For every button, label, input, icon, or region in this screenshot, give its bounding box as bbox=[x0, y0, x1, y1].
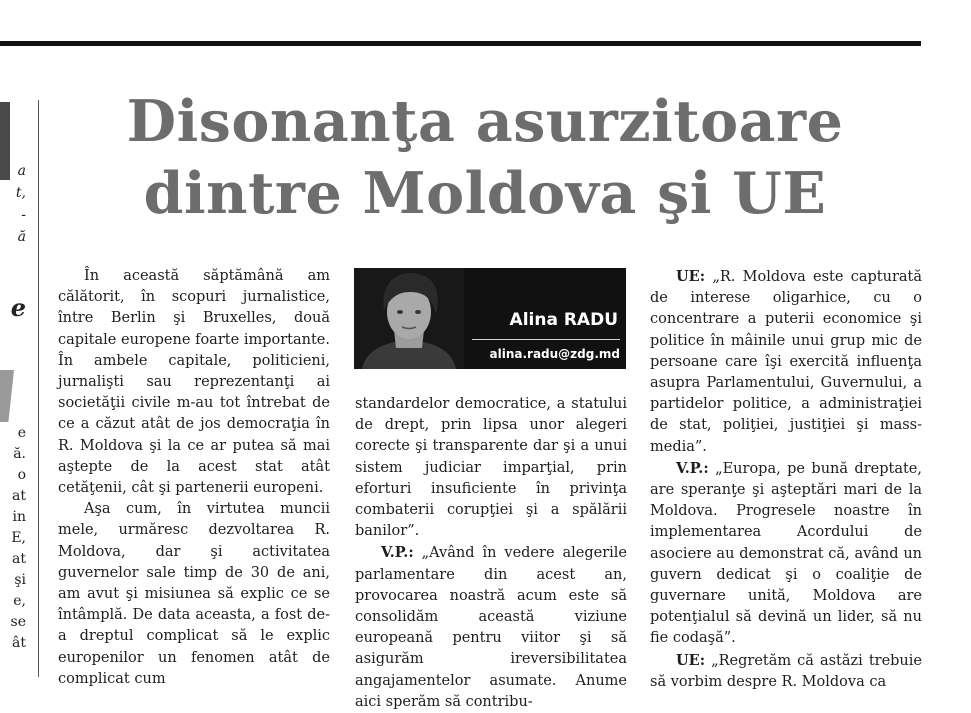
paragraph: În această săptămână am călătorit, în scopuri jurnalistice, între Berlin şi Bruxelles, două capitale europene foarte importante. În ambele capitale, politicieni, jurnalişti sau reprezentanţi ai societăţii civile m-au tot întrebat de ce a căzut atât de jos democraţia în R. Moldova şi la ce ar putea să mai aştepte de la acest stat atât cetăţenii, cât şi partenerii europeni. bbox=[58, 268, 330, 497]
adjacent-article-fragment bbox=[0, 46, 32, 677]
left-text-fragment: o bbox=[17, 467, 26, 483]
paragraph-text: „R. Moldova este capturată de interese oligarhice, cu o concentrare a puterii economice şi politice în mâinile unui grup mic de persoane care îşi exercită influenţa asupra Parlamentului, Guvernului, a partidelor politice, a administraţiei de stat, poliţiei, justiţiei şi mass-media”. bbox=[650, 269, 922, 455]
left-text-fragment: E, bbox=[11, 530, 26, 546]
article-column-2 bbox=[355, 394, 627, 713]
author-name: Alina RADU bbox=[509, 310, 618, 330]
speaker-label: UE: bbox=[676, 651, 706, 669]
article-column-3 bbox=[650, 266, 922, 693]
left-text-fragment: - bbox=[21, 207, 26, 223]
left-text-fragment: ă bbox=[17, 229, 26, 245]
paragraph bbox=[650, 458, 922, 650]
left-text-fragment: t, bbox=[15, 185, 26, 201]
left-text-fragment: şi bbox=[14, 572, 26, 588]
headline-line-2: dintre Moldova şi UE bbox=[143, 160, 827, 227]
paragraph bbox=[355, 542, 627, 713]
left-text-fragment: ât bbox=[12, 635, 26, 651]
adjacent-graphic-edge bbox=[0, 370, 14, 422]
paragraph-text: „Având în vedere alegerile parlamentare din acest an, provocarea noastră acum este să consolidăm această viziune europeană pentru viitor şi să asigurăm ireversibilitatea angajamentelor asumate. Anume aici sperăm să contribu- bbox=[355, 545, 627, 710]
left-text-fragment: ă. bbox=[13, 446, 26, 462]
speaker-label: UE: bbox=[676, 268, 706, 285]
speaker-label: V.P.: bbox=[676, 459, 709, 477]
author-rule bbox=[472, 339, 620, 340]
headline-line-1: Disonanţa asurzitoare bbox=[126, 88, 844, 155]
author-email: alina.radu@zdg.md bbox=[489, 347, 620, 361]
speaker-label: V.P.: bbox=[381, 544, 414, 562]
left-text-fragment: at bbox=[12, 488, 26, 504]
adjacent-photo-edge bbox=[0, 102, 10, 180]
paragraph: Aşa cum, în virtutea muncii mele, urmăresc dezvoltarea R. Moldova, dar şi activitatea guvernelor sale timp de 30 de ani, am avut şi misiunea să explic ce se întâmplă. De data aceasta, a fost de-a dreptul complicat să le explic europenilor un fenomen atât de complicat cum bbox=[58, 501, 330, 687]
paragraph-text: „Regretăm că astăzi trebuie să vorbim despre R. Moldova ca bbox=[650, 652, 922, 690]
author-box bbox=[354, 268, 626, 369]
left-text-fragment: e, bbox=[13, 593, 26, 609]
left-text-fragment: e bbox=[17, 425, 26, 441]
left-text-fragment: a bbox=[17, 163, 26, 179]
author-portrait bbox=[354, 268, 464, 369]
top-rule bbox=[0, 41, 921, 46]
left-text-fragment: e bbox=[10, 293, 26, 322]
left-text-fragment: se bbox=[10, 614, 26, 630]
column-divider bbox=[38, 100, 39, 677]
paragraph-text: „Europa, pe bună dreptate, are speranţe şi aşteptări mari de la Moldova. Progresele noastre în implementarea Acordului de asociere au demonstrat că, având un guvern dedicat şi o coaliţie de guvernare unită, Moldova are potenţialul să devină un lider, să nu fie codaşă”. bbox=[650, 460, 922, 647]
paragraph bbox=[650, 650, 922, 693]
article-headline bbox=[50, 86, 920, 230]
left-text-fragment: in bbox=[12, 509, 26, 525]
article-column-1 bbox=[58, 266, 330, 690]
left-text-fragment: at bbox=[12, 551, 26, 567]
paragraph: standardelor democratice, a statului de drept, prin lipsa unor alegeri corecte şi transparente dar şi a unui sistem judiciar imparţial, prin eforturi insuficiente în privinţa combaterii corupţiei şi a spălării banilor”. bbox=[355, 396, 627, 540]
paragraph bbox=[650, 266, 922, 458]
